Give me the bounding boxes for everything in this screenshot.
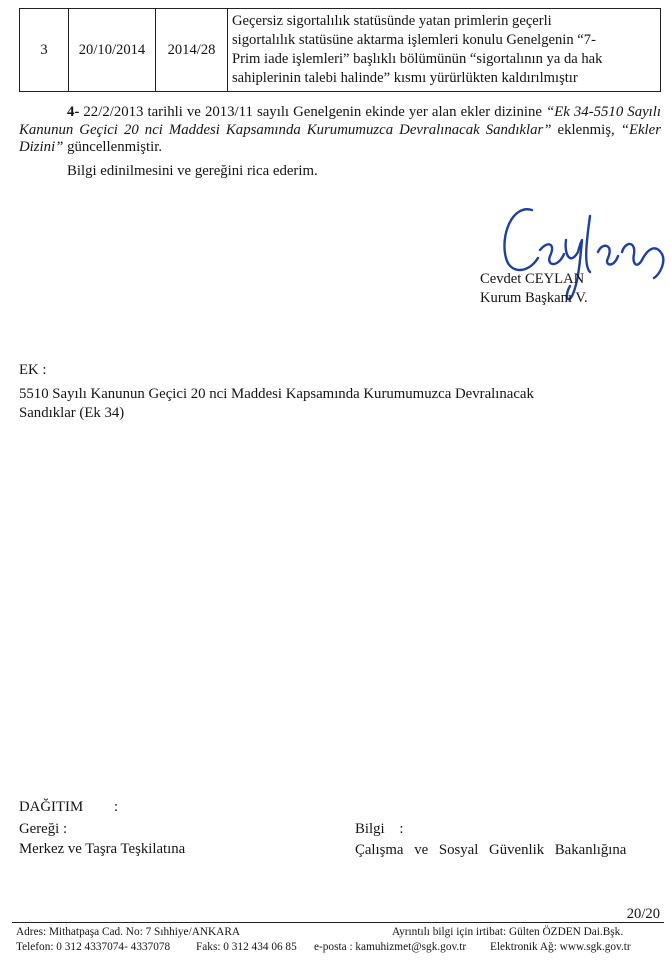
distribution-label: DAĞITIM xyxy=(19,799,84,815)
footer-phone: Telefon: 0 312 4337074- 4337078 xyxy=(16,941,171,953)
attachment-line: 5510 Sayılı Kanunun Geçici 20 nci Maddesi Kapsamında Kurumumuzca Devralınacak xyxy=(19,386,534,402)
paragraph-4 xyxy=(19,104,661,157)
paragraph-number: 4- xyxy=(67,104,80,120)
signer-title: Kurum Başkanı V. xyxy=(480,290,588,306)
page-number: 20/20 xyxy=(626,906,660,922)
description-line: sahiplerinin talebi halinde” kısmı yürürlükten kaldırılmıştır xyxy=(232,70,578,86)
table-cell-description xyxy=(228,9,660,91)
bilgi-label: Bilgi : xyxy=(355,821,404,837)
attachments-label: EK : xyxy=(19,362,47,378)
attachment-line: Sandıklar (Ek 34) xyxy=(19,405,125,421)
gereği-value: Merkez ve Taşra Teşkilatına xyxy=(19,841,186,857)
footer-email: e-posta : kamuhizmet@sgk.gov.tr xyxy=(314,941,467,953)
table-cell-number: 2014/28 xyxy=(156,9,228,91)
gereği-label: Gereği : xyxy=(19,821,68,837)
footer-divider xyxy=(12,922,664,923)
description-line: Geçersiz sigortalılık statüsünde yatan primlerin geçerli xyxy=(232,13,552,29)
paragraph-text: eklenmiş, xyxy=(551,121,621,138)
footer-address: Adres: Mithatpaşa Cad. No: 7 Sıhhiye/ANKARA xyxy=(16,926,241,938)
description-line: Prim iade işlemleri” başlıklı bölümünün “sigortalının ya da hak xyxy=(232,51,603,67)
distribution-colon: : xyxy=(114,799,119,815)
paragraph-text: güncellenmiştir. xyxy=(63,139,163,155)
paragraph-text: 22/2/2013 tarihli ve 2013/11 sayılı Genelgenin ekinde yer alan ekler dizinine xyxy=(79,104,546,120)
footer-web: Elektronik Ağ: www.sgk.gov.tr xyxy=(490,941,631,953)
table-cell-no: 3 xyxy=(20,9,69,91)
footer-contact: Ayrıntılı bilgi için irtibat: Gülten ÖZDEN Dai.Bşk. xyxy=(392,926,624,938)
quoted-index-title: “Ekler Dizini” xyxy=(19,121,661,155)
table-cell-date: 20/10/2014 xyxy=(69,9,156,91)
circular-table xyxy=(19,8,661,92)
quoted-attachment-title: “Ek 34-5510 Sayılı Kanunun Geçici 20 nci Maddesi Kapsamında Kurumumuzca Devralınacak Sandıklar” xyxy=(19,104,662,138)
bilgi-value: Çalışma ve Sosyal Güvenlik Bakanlığına xyxy=(355,842,627,858)
closing-sentence: Bilgi edinilmesini ve gereğini rica ederim. xyxy=(67,163,318,179)
footer-fax: Faks: 0 312 434 06 85 xyxy=(196,941,297,953)
description-line: sigortalılık statüsüne aktarma işlemleri konulu Genelgenin “7- xyxy=(232,32,596,48)
signer-name: Cevdet CEYLAN xyxy=(480,271,585,287)
